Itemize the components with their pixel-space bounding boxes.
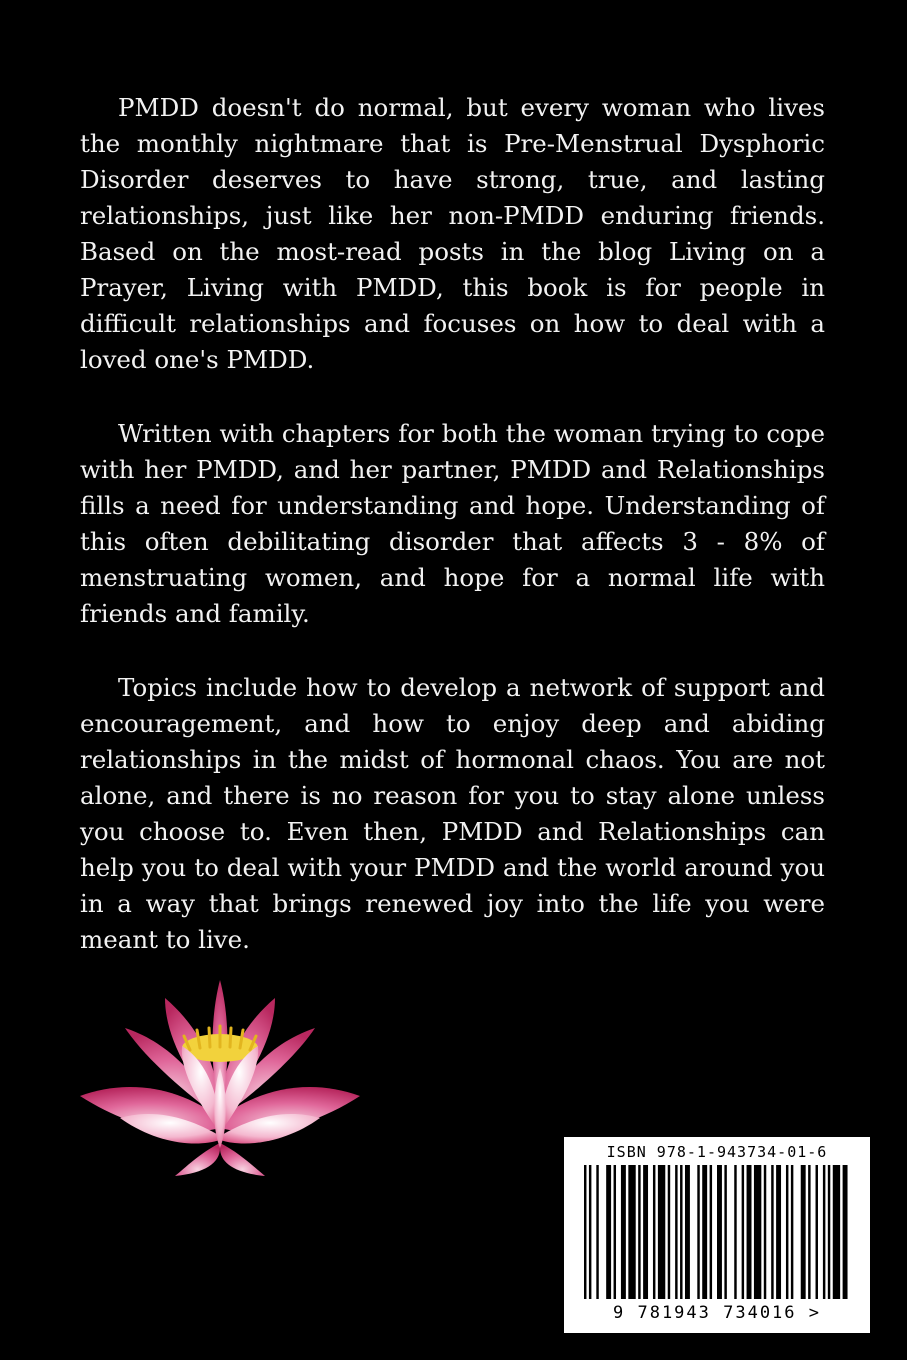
barcode-bar <box>685 1165 690 1299</box>
barcode-bar <box>621 1165 626 1299</box>
barcode-bar <box>710 1165 712 1299</box>
barcode-bar <box>724 1165 726 1299</box>
barcode-bar <box>589 1165 591 1299</box>
barcode-bar <box>816 1165 818 1299</box>
barcode-bars <box>584 1165 850 1299</box>
barcode-bar <box>658 1165 665 1299</box>
description-paragraph-1: PMDD doesn't do normal, but every woman who lives the monthly nightmare that is Pre-Menstrual Dysphoric Disorder deserves to have strong, true, and lasting relationships, just like her non-PMDD enduring friends. Based on the most-read posts in the blog Living on a Prayer, Living with PMDD, this book is for people in difficult relationships and focuses on how to deal with a loved one's PMDD. <box>80 93 825 374</box>
isbn-barcode <box>564 1137 870 1333</box>
barcode-bar <box>675 1165 677 1299</box>
barcode-bar <box>823 1165 825 1299</box>
barcode-digits: 9 781943 734016 > <box>613 1303 821 1323</box>
cover-description <box>80 90 825 996</box>
barcode-bar <box>680 1165 682 1299</box>
barcode-bar <box>791 1165 793 1299</box>
barcode-bar <box>754 1165 761 1299</box>
barcode-bar <box>638 1165 640 1299</box>
barcode-bar <box>776 1165 781 1299</box>
barcode-bar <box>614 1165 616 1299</box>
barcode-bar <box>734 1165 736 1299</box>
barcode-bar <box>843 1165 848 1299</box>
isbn-label: ISBN 978-1-943734-01-6 <box>606 1143 828 1161</box>
barcode-bar <box>747 1165 752 1299</box>
barcode-bar <box>808 1165 810 1299</box>
barcode-bar <box>742 1165 744 1299</box>
barcode-bar <box>643 1165 648 1299</box>
barcode-bar <box>628 1165 635 1299</box>
barcode-bar <box>596 1165 598 1299</box>
barcode-bar <box>801 1165 806 1299</box>
description-paragraph-2: Written with chapters for both the woman trying to cope with her PMDD, and her partner, PMDD and Relationships fills a need for understanding and hope. Understanding of this often debilitating disorder that affects 3 - 8% of menstruating women, and hope for a normal life with friends and family. <box>80 419 825 628</box>
barcode-bar <box>764 1165 766 1299</box>
barcode-bar <box>668 1165 670 1299</box>
barcode-bar <box>653 1165 655 1299</box>
lotus-flower-icon <box>70 968 370 1178</box>
barcode-bar <box>702 1165 707 1299</box>
barcode-bar <box>717 1165 722 1299</box>
barcode-bar <box>771 1165 773 1299</box>
description-paragraph-3: Topics include how to develop a network of support and encouragement, and how to enjoy deep and abiding relationships in the midst of hormonal chaos. You are not alone, and there is no reason for you to stay alone unless you choose to. Even then, PMDD and Relationships can help you to deal with your PMDD and the world around you in a way that brings renewed joy into the life you were meant to live. <box>80 673 825 954</box>
barcode-bar <box>697 1165 699 1299</box>
barcode-bar <box>606 1165 611 1299</box>
barcode-bar <box>833 1165 840 1299</box>
barcode-bar <box>786 1165 788 1299</box>
barcode-bar <box>828 1165 830 1299</box>
barcode-bar <box>584 1165 586 1299</box>
